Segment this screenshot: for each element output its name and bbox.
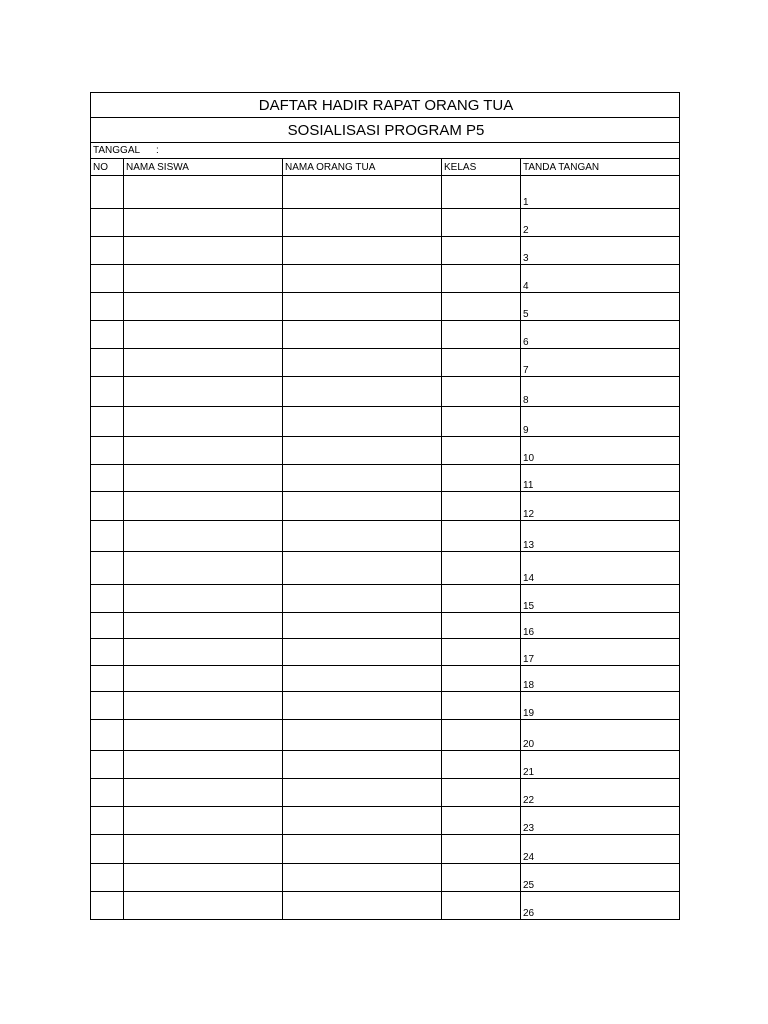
- kelas-cell[interactable]: [442, 692, 521, 720]
- signature-number: 15: [523, 601, 535, 612]
- kelas-cell[interactable]: [442, 835, 521, 864]
- kelas-cell[interactable]: [442, 613, 521, 639]
- no-cell[interactable]: [91, 892, 124, 920]
- no-cell[interactable]: [91, 751, 124, 779]
- kelas-cell[interactable]: [442, 552, 521, 585]
- no-cell[interactable]: [91, 613, 124, 639]
- tanda-tangan-cell[interactable]: [521, 492, 680, 521]
- nama-orang-tua-cell[interactable]: [283, 639, 442, 666]
- signature-number: 8: [523, 395, 529, 406]
- no-cell[interactable]: [91, 265, 124, 293]
- kelas-cell[interactable]: [442, 293, 521, 321]
- tanda-tangan-cell[interactable]: [521, 209, 680, 237]
- signature-number: 6: [523, 337, 529, 348]
- tanda-tangan-cell[interactable]: [521, 751, 680, 779]
- signature-number: 20: [523, 739, 535, 750]
- table-row: [91, 265, 680, 293]
- kelas-cell[interactable]: [442, 720, 521, 751]
- nama-siswa-cell[interactable]: [124, 321, 283, 349]
- table-row: [91, 864, 680, 892]
- signature-number: 24: [523, 852, 535, 863]
- table-row: [91, 209, 680, 237]
- signature-number: 9: [523, 425, 529, 436]
- nama-siswa-cell[interactable]: [124, 237, 283, 265]
- tanda-tangan-cell[interactable]: [521, 807, 680, 835]
- table-row: [91, 613, 680, 639]
- tanda-tangan-cell[interactable]: [521, 521, 680, 552]
- tanda-tangan-cell[interactable]: [521, 176, 680, 209]
- tanda-tangan-cell[interactable]: [521, 666, 680, 692]
- no-cell[interactable]: [91, 209, 124, 237]
- kelas-cell[interactable]: [442, 265, 521, 293]
- table-row: [91, 293, 680, 321]
- signature-number: 10: [523, 453, 535, 464]
- no-cell[interactable]: [91, 552, 124, 585]
- signature-number: 23: [523, 823, 535, 834]
- no-cell[interactable]: [91, 779, 124, 807]
- nama-siswa-cell[interactable]: [124, 666, 283, 692]
- kelas-cell[interactable]: [442, 437, 521, 465]
- no-cell[interactable]: [91, 237, 124, 265]
- nama-siswa-cell[interactable]: [124, 892, 283, 920]
- tanda-tangan-cell[interactable]: [521, 465, 680, 492]
- nama-siswa-cell[interactable]: [124, 349, 283, 377]
- nama-orang-tua-cell[interactable]: [283, 864, 442, 892]
- tanda-tangan-cell[interactable]: [521, 720, 680, 751]
- table-row: [91, 377, 680, 407]
- table-row: [91, 521, 680, 552]
- tanda-tangan-cell[interactable]: [521, 437, 680, 465]
- header-row: [91, 159, 680, 176]
- signature-number: 26: [523, 908, 535, 919]
- date-row: [91, 143, 680, 159]
- no-cell[interactable]: [91, 492, 124, 521]
- tanda-tangan-cell[interactable]: [521, 237, 680, 265]
- kelas-cell[interactable]: [442, 585, 521, 613]
- kelas-cell[interactable]: [442, 639, 521, 666]
- tanda-tangan-cell[interactable]: [521, 293, 680, 321]
- nama-siswa-cell[interactable]: [124, 293, 283, 321]
- table-row: [91, 892, 680, 920]
- nama-orang-tua-cell[interactable]: [283, 293, 442, 321]
- signature-number: 21: [523, 767, 535, 778]
- nama-orang-tua-cell[interactable]: [283, 779, 442, 807]
- nama-orang-tua-cell[interactable]: [283, 720, 442, 751]
- signature-number: 7: [523, 365, 529, 376]
- nama-orang-tua-cell[interactable]: [283, 377, 442, 407]
- nama-siswa-cell[interactable]: [124, 521, 283, 552]
- signature-number: 18: [523, 680, 535, 691]
- no-cell[interactable]: [91, 639, 124, 666]
- nama-orang-tua-cell[interactable]: [283, 751, 442, 779]
- nama-orang-tua-cell[interactable]: [283, 237, 442, 265]
- kelas-cell[interactable]: [442, 349, 521, 377]
- signature-number: 16: [523, 627, 535, 638]
- table-row: [91, 349, 680, 377]
- tanda-tangan-cell[interactable]: [521, 349, 680, 377]
- tanda-tangan-cell[interactable]: [521, 377, 680, 407]
- date-label: TANGGAL: [93, 145, 141, 156]
- kelas-cell[interactable]: [442, 666, 521, 692]
- tanda-tangan-cell[interactable]: [521, 265, 680, 293]
- table-row: [91, 437, 680, 465]
- nama-orang-tua-cell[interactable]: [283, 807, 442, 835]
- nama-orang-tua-cell[interactable]: [283, 321, 442, 349]
- nama-siswa-cell[interactable]: [124, 265, 283, 293]
- signature-number: 2: [523, 225, 529, 236]
- signature-number: 12: [523, 509, 535, 520]
- date-field[interactable]: [91, 143, 680, 159]
- nama-orang-tua-cell[interactable]: [283, 613, 442, 639]
- nama-orang-tua-cell[interactable]: [283, 892, 442, 920]
- nama-siswa-cell[interactable]: [124, 209, 283, 237]
- nama-orang-tua-cell[interactable]: [283, 492, 442, 521]
- kelas-cell[interactable]: [442, 807, 521, 835]
- no-cell[interactable]: [91, 692, 124, 720]
- nama-orang-tua-cell[interactable]: [283, 209, 442, 237]
- no-cell[interactable]: [91, 835, 124, 864]
- nama-siswa-cell[interactable]: [124, 465, 283, 492]
- no-cell[interactable]: [91, 465, 124, 492]
- signature-number: 13: [523, 540, 535, 551]
- no-cell[interactable]: [91, 437, 124, 465]
- kelas-cell[interactable]: [442, 407, 521, 437]
- nama-siswa-cell[interactable]: [124, 613, 283, 639]
- nama-siswa-cell[interactable]: [124, 492, 283, 521]
- kelas-cell[interactable]: [442, 492, 521, 521]
- kelas-cell[interactable]: [442, 176, 521, 209]
- kelas-cell[interactable]: [442, 521, 521, 552]
- nama-orang-tua-cell[interactable]: [283, 349, 442, 377]
- tanda-tangan-cell[interactable]: [521, 892, 680, 920]
- nama-orang-tua-cell[interactable]: [283, 265, 442, 293]
- table-row: [91, 720, 680, 751]
- nama-siswa-cell[interactable]: [124, 377, 283, 407]
- nama-orang-tua-cell[interactable]: [283, 407, 442, 437]
- signature-number: 19: [523, 708, 535, 719]
- tanda-tangan-cell[interactable]: [521, 321, 680, 349]
- nama-orang-tua-cell[interactable]: [283, 552, 442, 585]
- tanda-tangan-cell[interactable]: [521, 407, 680, 437]
- header-kelas: KELAS: [442, 159, 521, 176]
- document-subtitle: SOSIALISASI PROGRAM P5: [91, 118, 680, 143]
- signature-number: 25: [523, 880, 535, 891]
- title-row-1: [91, 93, 680, 118]
- header-tanda-tangan: TANDA TANGAN: [521, 159, 680, 176]
- nama-orang-tua-cell[interactable]: [283, 437, 442, 465]
- nama-orang-tua-cell[interactable]: [283, 692, 442, 720]
- table-row: [91, 692, 680, 720]
- signature-number: 22: [523, 795, 535, 806]
- title-row-2: [91, 118, 680, 143]
- table-row: [91, 807, 680, 835]
- document-title: DAFTAR HADIR RAPAT ORANG TUA: [91, 93, 680, 118]
- no-cell[interactable]: [91, 293, 124, 321]
- no-cell[interactable]: [91, 807, 124, 835]
- table-row: [91, 639, 680, 666]
- table-row: [91, 492, 680, 521]
- signature-number: 11: [523, 480, 534, 491]
- no-cell[interactable]: [91, 864, 124, 892]
- nama-orang-tua-cell[interactable]: [283, 585, 442, 613]
- tanda-tangan-cell[interactable]: [521, 552, 680, 585]
- table-row: [91, 552, 680, 585]
- signature-number: 4: [523, 281, 529, 292]
- nama-orang-tua-cell[interactable]: [283, 465, 442, 492]
- kelas-cell[interactable]: [442, 321, 521, 349]
- nama-siswa-cell[interactable]: [124, 552, 283, 585]
- tanda-tangan-cell[interactable]: [521, 864, 680, 892]
- table-row: [91, 176, 680, 209]
- table-row: [91, 666, 680, 692]
- no-cell[interactable]: [91, 585, 124, 613]
- header-nama-siswa: NAMA SISWA: [124, 159, 283, 176]
- kelas-cell[interactable]: [442, 237, 521, 265]
- table-row: [91, 835, 680, 864]
- nama-orang-tua-cell[interactable]: [283, 666, 442, 692]
- no-cell[interactable]: [91, 521, 124, 552]
- table-row: [91, 465, 680, 492]
- no-cell[interactable]: [91, 666, 124, 692]
- tanda-tangan-cell[interactable]: [521, 585, 680, 613]
- signature-number: 3: [523, 253, 529, 264]
- nama-siswa-cell[interactable]: [124, 779, 283, 807]
- kelas-cell[interactable]: [442, 864, 521, 892]
- nama-siswa-cell[interactable]: [124, 835, 283, 864]
- tanda-tangan-cell[interactable]: [521, 613, 680, 639]
- table-row: [91, 585, 680, 613]
- kelas-cell[interactable]: [442, 751, 521, 779]
- no-cell[interactable]: [91, 321, 124, 349]
- nama-orang-tua-cell[interactable]: [283, 176, 442, 209]
- nama-siswa-cell[interactable]: [124, 176, 283, 209]
- nama-orang-tua-cell[interactable]: [283, 521, 442, 552]
- signature-number: 17: [523, 654, 535, 665]
- no-cell[interactable]: [91, 176, 124, 209]
- nama-siswa-cell[interactable]: [124, 639, 283, 666]
- no-cell[interactable]: [91, 349, 124, 377]
- nama-siswa-cell[interactable]: [124, 720, 283, 751]
- nama-orang-tua-cell[interactable]: [283, 835, 442, 864]
- signature-number: 1: [523, 197, 529, 208]
- header-nama-orang-tua: NAMA ORANG TUA: [283, 159, 442, 176]
- nama-siswa-cell[interactable]: [124, 751, 283, 779]
- nama-siswa-cell[interactable]: [124, 407, 283, 437]
- table-row: [91, 321, 680, 349]
- signature-number: 14: [523, 573, 535, 584]
- no-cell[interactable]: [91, 720, 124, 751]
- tanda-tangan-cell[interactable]: [521, 779, 680, 807]
- kelas-cell[interactable]: [442, 892, 521, 920]
- kelas-cell[interactable]: [442, 377, 521, 407]
- nama-siswa-cell[interactable]: [124, 585, 283, 613]
- no-cell[interactable]: [91, 377, 124, 407]
- table-row: [91, 407, 680, 437]
- date-separator: :: [156, 145, 159, 156]
- nama-siswa-cell[interactable]: [124, 864, 283, 892]
- nama-siswa-cell[interactable]: [124, 807, 283, 835]
- nama-siswa-cell[interactable]: [124, 692, 283, 720]
- table-row: [91, 751, 680, 779]
- kelas-cell[interactable]: [442, 779, 521, 807]
- kelas-cell[interactable]: [442, 465, 521, 492]
- table-row: [91, 779, 680, 807]
- attendance-sheet: [90, 92, 680, 920]
- nama-siswa-cell[interactable]: [124, 437, 283, 465]
- tanda-tangan-cell[interactable]: [521, 692, 680, 720]
- no-cell[interactable]: [91, 407, 124, 437]
- signature-number: 5: [523, 309, 529, 320]
- tanda-tangan-cell[interactable]: [521, 835, 680, 864]
- table-row: [91, 237, 680, 265]
- kelas-cell[interactable]: [442, 209, 521, 237]
- tanda-tangan-cell[interactable]: [521, 639, 680, 666]
- header-no: NO: [91, 159, 124, 176]
